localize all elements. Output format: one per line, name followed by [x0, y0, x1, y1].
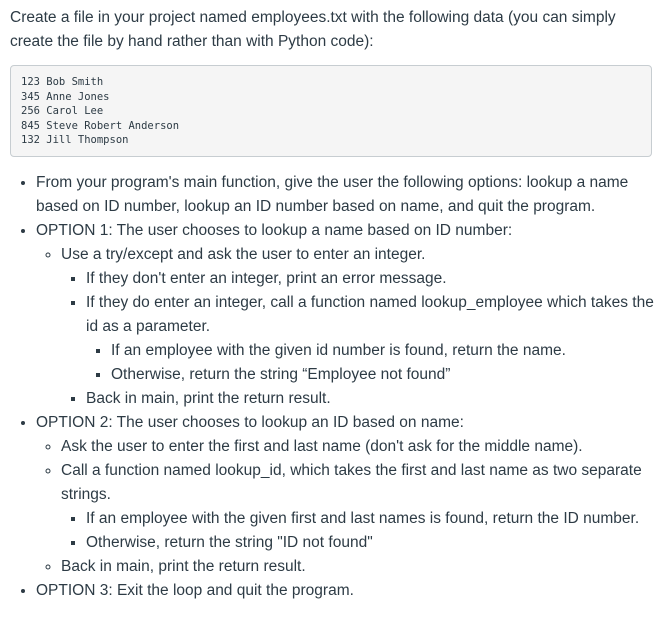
- code-line: 345 Anne Jones: [21, 90, 110, 103]
- list-item-otherwise: ▪ Otherwise, return the string "ID not found": [86, 531, 658, 555]
- option2-sublist: [36, 435, 658, 579]
- code-line: 132 Jill Thompson: [21, 134, 129, 146]
- lookup-employee-sublist: [86, 339, 658, 387]
- code-line: 256 Carol Lee: [21, 105, 104, 117]
- list-item-option3: • OPTION 3: Exit the loop and quit the program.: [36, 579, 658, 603]
- list-item-otherwise: ▪ Otherwise, return the string “Employee not found”: [111, 363, 658, 387]
- intro-paragraph: Create a file in your project named employees.txt with the following data (you can simply create the file by hand rather than with Python code):: [10, 9, 616, 50]
- instructions-list: [10, 171, 658, 603]
- code-line: 845 Steve Robert Anderson: [21, 119, 180, 132]
- list-item-main-function: • From your program's main function, give the user the following options: lookup a name based on ID number, lookup an ID number based on name, and quit the program.: [36, 171, 658, 219]
- list-item-option1: • OPTION 1: The user chooses to lookup a name based on ID number: ◦ Use a try/except and ask the user to enter an integer. ▪ If they don't enter an integer, print an error message. ▪ If they do enter an integer, call a function named lookup_employee which takes the id as a parameter. ▪ If an employee with the given id number is found, return the name. ▪ Otherwise, return the string “Employee not found” ▪ Back in main, print the return result.: [36, 219, 658, 411]
- list-item-back-in-main: ◦ Back in main, print the return result.: [61, 555, 658, 579]
- list-item-try-except: ◦ Use a try/except and ask the user to enter an integer. ▪ If they don't enter an integer, print an error message. ▪ If they do enter an integer, call a function named lookup_employee which takes the id as a parameter. ▪ If an employee with the given id number is found, return the name. ▪ Otherwise, return the string “Employee not found” ▪ Back in main, print the return result.: [61, 243, 658, 411]
- list-item-found: ▪ If an employee with the given first and last names is found, return the ID number.: [86, 507, 658, 531]
- try-except-sublist: [61, 267, 658, 411]
- list-item-option2: • OPTION 2: The user chooses to lookup an ID based on name: ◦ Ask the user to enter the first and last name (don't ask for the middle name). ◦ Call a function named lookup_id, which takes the first and last name as two separate strings. ▪ If an employee with the given first and last names is found, return the ID number. ▪ Otherwise, return the string "ID not found" ◦ Back in main, print the return result.: [36, 411, 658, 579]
- code-block: [10, 65, 652, 157]
- code-line: 123 Bob Smith: [21, 76, 104, 88]
- list-item-ask-name: ◦ Ask the user to enter the first and last name (don't ask for the middle name).: [61, 435, 658, 459]
- list-item-call-function: ◦ Call a function named lookup_id, which takes the first and last name as two separate strings. ▪ If an employee with the given first and last names is found, return the ID number. ▪ Otherwise, return the string "ID not found": [61, 459, 658, 555]
- list-item-is-integer: ▪ If they do enter an integer, call a function named lookup_employee which takes the id as a parameter. ▪ If an employee with the given id number is found, return the name. ▪ Otherwise, return the string “Employee not found”: [86, 291, 658, 387]
- list-item-found: ▪ If an employee with the given id number is found, return the name.: [111, 339, 658, 363]
- list-item-back-in-main: ▪ Back in main, print the return result.: [86, 387, 658, 411]
- option1-sublist: [36, 243, 658, 411]
- list-item-not-integer: ▪ If they don't enter an integer, print an error message.: [86, 267, 658, 291]
- lookup-id-sublist: [61, 507, 658, 555]
